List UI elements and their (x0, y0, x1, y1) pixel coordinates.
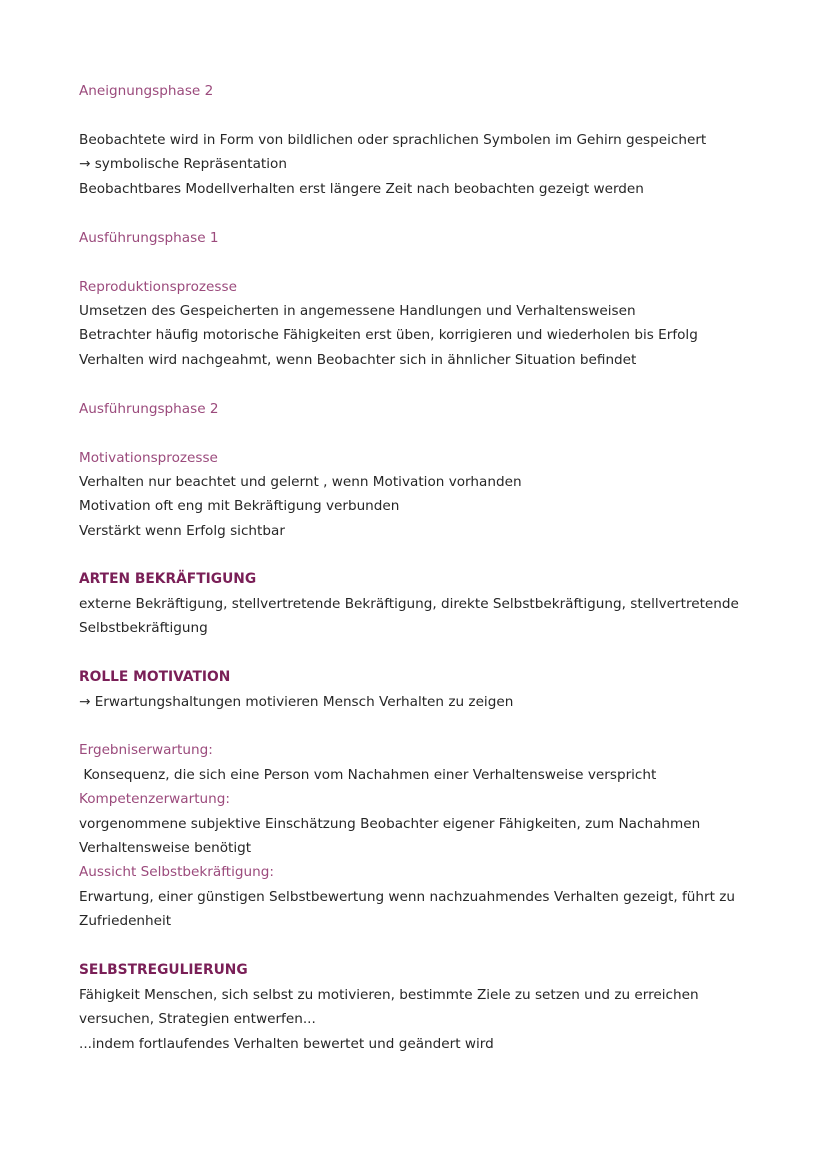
body-line: Selbstbekräftigung (79, 620, 208, 636)
body-line: Verhaltensweise benötigt (79, 840, 252, 856)
body-line: Beobachtete wird in Form von bildlichen oder sprachlichen Symbolen im Gehirn gespeichert (79, 132, 707, 148)
section-title-ausfuehrungsphase-1: Ausführungsphase 1 (79, 230, 219, 246)
body-line: vorgenommene subjektive Einschätzung Beobachter eigener Fähigkeiten, zum Nachahmen (79, 816, 701, 832)
body-line: externe Bekräftigung, stellvertretende Bekräftigung, direkte Selbstbekräftigung, stellvertretende (79, 596, 739, 612)
body-line: Erwartung, einer günstigen Selbstbewertung wenn nachzuahmendes Verhalten gezeigt, führt zu (79, 889, 736, 905)
label-kompetenzerwartung: Kompetenzerwartung: (79, 791, 230, 807)
body-line: → symbolische Repräsentation (79, 156, 287, 172)
body-line: Verstärkt wenn Erfolg sichtbar (79, 523, 285, 539)
subtitle-motivationsprozesse: Motivationsprozesse (79, 450, 218, 466)
body-line: Umsetzen des Gespeicherten in angemessene Handlungen und Verhaltensweisen (79, 303, 636, 319)
body-line: versuchen, Strategien entwerfen... (79, 1011, 316, 1027)
body-line: Fähigkeit Menschen, sich selbst zu motivieren, bestimmte Ziele zu setzen und zu erreichen (79, 987, 699, 1003)
label-aussicht-selbstbekraeftigung: Aussicht Selbstbekräftigung: (79, 864, 274, 880)
section-title-ausfuehrungsphase-2: Ausführungsphase 2 (79, 401, 219, 417)
subtitle-reproduktionsprozesse: Reproduktionsprozesse (79, 279, 237, 295)
body-line: Verhalten wird nachgeahmt, wenn Beobachter sich in ähnlicher Situation befindet (79, 352, 637, 368)
section-title-aneignungsphase-2: Aneignungsphase 2 (79, 83, 214, 99)
body-line: ...indem fortlaufendes Verhalten bewertet und geändert wird (79, 1036, 494, 1052)
body-line: Konsequenz, die sich eine Person vom Nachahmen einer Verhaltensweise verspricht (79, 767, 657, 783)
body-line: Betrachter häufig motorische Fähigkeiten erst üben, korrigieren und wiederholen bis Erfolg (79, 327, 698, 343)
label-ergebniserwartung: Ergebniserwartung: (79, 742, 213, 758)
heading-arten-bekraeftigung: ARTEN BEKRÄFTIGUNG (79, 571, 257, 587)
heading-selbstregulierung: SELBSTREGULIERUNG (79, 962, 248, 978)
body-line: Beobachtbares Modellverhalten erst längere Zeit nach beobachten gezeigt werden (79, 181, 644, 197)
heading-rolle-motivation: ROLLE MOTIVATION (79, 669, 231, 685)
body-line: Verhalten nur beachtet und gelernt , wenn Motivation vorhanden (79, 474, 522, 490)
body-line: → Erwartungshaltungen motivieren Mensch Verhalten zu zeigen (79, 694, 514, 710)
body-line: Zufriedenheit (79, 913, 172, 929)
body-line: Motivation oft eng mit Bekräftigung verbunden (79, 498, 400, 514)
